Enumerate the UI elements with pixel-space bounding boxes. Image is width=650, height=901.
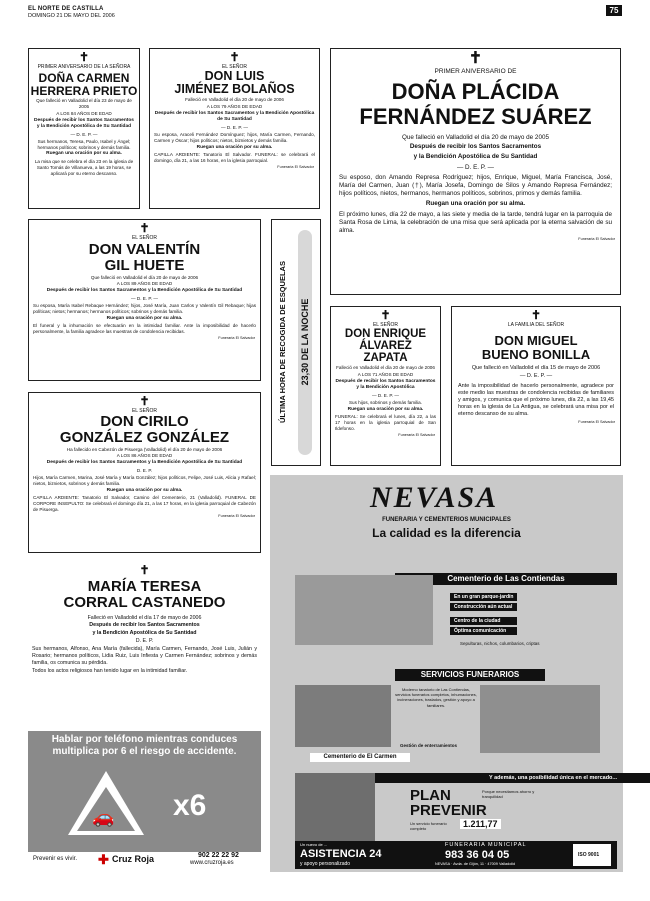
cross-icon: ✝	[139, 221, 150, 235]
deadline-notice-title: ÚLTIMA HORA DE RECOGIDA DE ESQUELAS	[278, 261, 287, 423]
obituary-name-line1: DON MIGUEL	[494, 333, 578, 348]
obituary-mass: CAPILLA ARDIENTE: Tanatorio El Salvador. FUNERAL: se celebrará el domingo, día 21, a las 16 horas, en la iglesia parroquial.	[154, 151, 315, 163]
obituary-funeral-home: Funeraria El Salvador	[398, 432, 435, 437]
obituary-funeral-home: Funeraria El Salvador	[277, 164, 314, 169]
ad-footer	[28, 852, 261, 868]
obituary-funeral-home: Funeraria El Salvador	[578, 420, 615, 425]
ad-web: www.cruzroja.es	[190, 860, 234, 866]
ad-brand: Cruz Roja	[112, 854, 155, 864]
funeraria-label: FUNERARIA MUNICIPAL	[445, 842, 527, 848]
obituary-name-line1: DOÑA PLÁCIDA	[391, 79, 560, 104]
management-label: Gestión de enterramientos	[400, 743, 458, 748]
obituary-rip: — D. E. P. —	[221, 124, 248, 130]
issue-date: DOMINGO 21 DE MAYO DEL 2006	[28, 13, 115, 19]
obituary-cirilo	[28, 392, 261, 553]
asistencia-subtitle: y apoyo personalizado	[300, 861, 351, 867]
obituary-funeral-home: Funeraria El Salvador	[218, 513, 255, 518]
obituary-funeral-home: Funeraria El Salvador	[218, 335, 255, 340]
obituary-pretitle: PRIMER ANIVERSARIO DE LA SEÑORA	[37, 64, 131, 70]
obituary-prayer: Ruegan una oración por su alma.	[347, 406, 424, 412]
obituary-valentin	[28, 219, 261, 381]
obituary-message: Ante la imposibilidad de hacerlo personalmente, agradece por este medio las muestras de condolencia recibidas de familiares y amigos, y comunica que el próximo lunes, día 22, a las 19,45 horas en la iglesia de La Antigua, se celebrará una misa por el eterno descanso de su alma.	[458, 382, 614, 418]
obituary-name-line1: MARÍA TERESA	[87, 578, 202, 595]
cross-icon: ✝	[229, 50, 240, 64]
obituary-name-line2: ÁLVAREZ	[359, 340, 412, 353]
obituary-rip: — D. E. P. —	[131, 295, 158, 301]
cemetery-features	[450, 593, 517, 635]
nevasa-tagline: La calidad es la diferencia	[372, 526, 521, 540]
obituary-name-line1: DON CIRILO	[100, 413, 189, 430]
features-caption: Sepulturas, nichos, columbarios, criptas	[460, 641, 540, 646]
obituary-sacraments-2: y la Bendición Apostólica de Su Santidad	[92, 630, 197, 637]
obituary-name-line1: DON ENRIQUE	[344, 328, 427, 340]
obituary-pretitle: LA FAMILIA DEL SEÑOR	[507, 322, 565, 328]
feature-item: Óptima comunicación	[450, 627, 517, 635]
elderly-man-photo	[295, 773, 375, 841]
cross-icon: ✝	[380, 308, 391, 322]
obituary-family: Su esposo, don Amando Represa Rodríguez; hijos, Enrique, Miguel, María Francisca, José, María del Carmen, Juan (†), María Josefa, Domingo de Silos y Amando Represa Fernández; hijos políticos, nietos, hermanos, hermanos políticos, sobrinos, primos y demás familia.	[339, 173, 612, 198]
skidding-car-icon: 🚗	[92, 807, 115, 827]
obituary-age: A LOS 89 AÑOS DE EDAD	[116, 281, 173, 287]
iso-badge	[573, 844, 611, 866]
newspaper-name: EL NORTE DE CASTILLA	[28, 6, 104, 12]
obituary-pretitle: EL SEÑOR	[372, 322, 399, 328]
obituary-sacraments-2: y la Bendición Apostólica de Su Santidad	[413, 152, 538, 160]
obituary-placida	[330, 48, 621, 295]
nevasa-subtitle: FUNERARIA Y CEMENTERIOS MUNICIPALES	[382, 517, 511, 523]
deadline-notice	[271, 219, 321, 466]
obituary-name-line2: GIL HUETE	[104, 256, 185, 274]
obituary-name-line2: HERRERA PRIETO	[30, 83, 138, 98]
obituary-rip: D. E. P.	[136, 467, 153, 473]
obituary-miguel	[451, 306, 621, 466]
cemetery2-label: Cementerio de El Carmen	[310, 753, 410, 762]
feature-item: En un gran parque-jardín	[450, 593, 517, 601]
contact-band	[295, 841, 617, 869]
plan-price: 1.211,77	[460, 819, 501, 829]
obituary-pretitle: EL SEÑOR	[131, 408, 158, 414]
obituary-name-line3: ZAPATA	[363, 352, 408, 365]
ad-slogan: Prevenir es vivir.	[33, 856, 78, 862]
obituary-name-line1: DOÑA CARMEN	[38, 71, 130, 85]
obituary-family: Hijos, María Carmen, Marina, José María y María González; hijos políticos, Felipe, José Luis, Alicia y Rafael; nietos, biznietos, sobrinos y demás familia.	[33, 474, 256, 486]
obituary-sacraments: Después de recibir los Santos Sacramentos y la Bendición Apostólica	[335, 379, 436, 391]
obituary-mass: CAPILLA ARDIENTE: Tanatorio El Salvador, Camino del Cementerio, 21 (Valladolid). FUNERAL DE CORPORE INSEPULTO: Se celebrará el domingo día 21, a las 17 horas, en la iglesia parroquial de Cabezón de Pisuerga.	[33, 494, 256, 512]
cross-icon: ✝	[78, 50, 90, 64]
ad-multiplier: x6	[173, 789, 207, 822]
nevasa-logo: NEVASA	[370, 481, 499, 514]
obituary-name-line2: GONZÁLEZ GONZÁLEZ	[59, 428, 230, 446]
red-cross-icon: ✚	[98, 852, 109, 867]
obituary-death-date: Falleció en Valladolid el día 17 de mayo de 2006	[87, 614, 202, 621]
obituary-funeral-home: Funeraria El Salvador	[578, 237, 615, 242]
obituary-name-line1: DON VALENTÍN	[88, 241, 201, 258]
obituary-family: Sus hermanos, Alfonso, Ana María (fallecida), María Carmen, Fernando, José Luis, Julián y Rosario; hermanos políticos, Lidia Ruiz, Luis Infiesta y Carmen Fernández; sobrinos y demás familia, os comunica su pérdida.	[32, 646, 257, 666]
contact-phone: 983 36 04 05	[445, 849, 510, 861]
obituary-name-line2: CORRAL CASTANEDO	[63, 593, 226, 611]
obituary-prayer: Ruegan una oración por su alma.	[106, 487, 183, 493]
building-photo	[295, 685, 391, 747]
obituary-age: A LOS 71 AÑOS DE EDAD	[357, 372, 414, 378]
obituary-death-date: Que falleció en Valladolid el día 20 de mayo de 2006	[90, 274, 199, 280]
contact-address: NEVASA · Avda. de Gijón, 11 · 47009 Valladolid	[435, 862, 516, 866]
obituary-death-date: Falleció en Valladolid el día 20 de mayo de 2006	[185, 97, 284, 103]
feature-item: Centro de la ciudad	[450, 617, 517, 625]
deadline-notice-time: 23,30 DE LA NOCHE	[300, 298, 310, 386]
plan-note: Porque necesitamos ahorro y tranquilidad	[482, 789, 535, 799]
obituary-family: Su esposa, María Isabel Rebaque Hernández; hijos, José María, Juan Carlos y Valentín Gil Rebaque; hijas políticas; nietos; hermanos; hermanos políticos; sobrinos y demás familia.	[33, 302, 256, 314]
obituary-death-date: Que falleció en Valladolid el día 23 de mayo de 2005	[36, 98, 132, 110]
cross-icon: ✝	[139, 563, 150, 577]
obituary-prayer: Ruegan una oración por su alma.	[425, 200, 526, 208]
obituary-mass: La misa que se celebra el día 23 en la iglesia de Santo Tomás de Villanueva, a las 19 horas, se aplicará por su eterno descanso.	[34, 158, 134, 176]
plan-price-label: Un servicio funerario completo	[410, 821, 447, 831]
obituary-rip: — D. E. P. —	[457, 163, 494, 171]
obituary-name-line2: JIMÉNEZ BOLAÑOS	[174, 82, 295, 97]
cemetery-title: Cementerio de Las Contiendas	[395, 573, 617, 585]
services-description: Moderno tanatorio de Las Contiendas, servicios funerarios completos, inhumaciones, incineraciones, traslados, gestión y apoyo a familiares.	[395, 687, 477, 708]
ad-headline: Hablar por teléfono mientras conduces multiplica por 6 el riesgo de accidente.	[51, 734, 238, 757]
cross-icon: ✝	[530, 308, 542, 322]
obituary-mass: El próximo lunes, día 22 de mayo, a las siete y media de la tarde, tendrá lugar en la parroquia de Santa Rosa de Lima, la celebración de una misa que será aplicada por la eterna salvación de su alma.	[339, 210, 612, 234]
obituary-sacraments-1: Después de recibir los Santos Sacramentos	[409, 143, 542, 151]
obituary-rip: — D. E. P. —	[372, 392, 399, 398]
plan-title-2: PREVENIR	[410, 802, 487, 819]
obituary-sacraments-1: Después de recibir los Santos Sacramentos	[89, 622, 200, 629]
obituary-name-line2: FERNÁNDEZ SUÁREZ	[359, 104, 592, 130]
plan-title-1: PLAN	[410, 787, 451, 804]
obituary-mass: FUNERAL: Se celebrará el lunes, día 22, a las 17 horas en la iglesia parroquial de San Ildefonso.	[335, 413, 436, 431]
obituary-age: A LOS 86 AÑOS DE EDAD	[116, 453, 173, 459]
obituary-age: A LOS 84 AÑOS DE EDAD	[56, 111, 112, 117]
chapel-photo	[480, 685, 600, 753]
obituary-rip: — D. E. P. —	[70, 131, 98, 137]
obituary-age: A LOS 79 AÑOS DE EDAD	[206, 104, 263, 110]
obituary-death-date: Ha fallecido en Cabezón de Pisuerga (Valladolid) el día 20 de mayo de 2006	[66, 446, 223, 452]
obituary-rip: D. E. P.	[135, 638, 154, 645]
obituary-teresa	[28, 562, 261, 722]
obituary-death-date: Falleció en Valladolid el día 20 de mayo de 2006	[336, 365, 435, 371]
plan-intro: Y además, una posibilidad única en el mercado...	[295, 773, 650, 783]
obituary-sacraments: Después de recibir los Santos Sacramentos y la Bendición Apostólica de Su Santidad	[46, 288, 243, 294]
asistencia-top: Un nuevo de ...	[300, 842, 328, 847]
iso-label: ISO 9001	[578, 852, 600, 858]
cross-icon: ✝	[139, 394, 150, 408]
obituary-prayer: Ruegan una oración por su alma.	[196, 144, 273, 150]
obituary-death-date: Que falleció en Valladolid el día 20 de mayo de 2005	[402, 134, 549, 142]
obituary-pretitle: PRIMER ANIVERSARIO DE	[434, 68, 517, 75]
obituary-sacraments: Después de recibir los Santos Sacramentos y la Bendición Apostólica de Su Santidad	[154, 111, 315, 123]
obituary-sacraments: Después de recibir los Santos Sacramentos y la Bendición Apostólica de Su Santidad	[34, 118, 134, 130]
feature-item: Construcción aún actual	[450, 603, 517, 611]
obituary-name-line1: DON LUIS	[204, 69, 265, 83]
obituary-pretitle: EL SEÑOR	[221, 64, 248, 70]
ad-phone: 902 22 22 92	[198, 852, 239, 859]
obituary-carmen	[28, 48, 140, 209]
ad-nevasa	[270, 475, 623, 872]
cemetery-photo	[295, 575, 433, 645]
obituary-sacraments: Después de recibir los Santos Sacramentos y la Bendición Apostólica de Su Santidad	[46, 460, 243, 466]
cross-icon: ✝	[468, 50, 483, 67]
asistencia-title: ASISTENCIA 24	[300, 848, 382, 860]
obituary-family: Su esposa, Araceli Fernández Domínguez; hijos, María Carmen, Fernando, Carmen y Óscar; hijos políticos; nietos, biznietos y demás familia.	[154, 131, 315, 143]
obituary-luis	[149, 48, 320, 209]
obituary-prayer: Ruegan una oración por su alma.	[106, 315, 183, 321]
obituary-family: Sus hijos, sobrinos y demás familia.	[348, 399, 423, 405]
obituary-family: Sus hermanos, Teresa, Paulo, Isabel y Ángel; hermanos políticos; sobrinos y demás familia.	[37, 138, 131, 150]
obituary-prayer: Ruegan una oración por su alma.	[46, 151, 122, 157]
obituary-name-line2: BUENO BONILLA	[481, 346, 591, 362]
page-number: 75	[606, 5, 622, 16]
ad-cruz-roja	[28, 731, 261, 868]
obituary-death-date: Que falleció en Valladolid el día 15 de mayo de 2006	[471, 365, 601, 372]
obituary-enrique	[330, 306, 441, 466]
obituary-pretitle: EL SEÑOR	[131, 235, 158, 241]
obituary-note: Todos los actos religiosos han tenido lugar en la intimidad familiar.	[32, 667, 188, 674]
services-title: SERVICIOS FUNERARIOS	[395, 669, 545, 681]
obituary-rip: — D. E. P. —	[519, 373, 553, 380]
obituary-mass: El funeral y la inhumación se efectuarán en la intimidad familiar. Ante la imposibilidad de hacerlo personalmente, la familia agradece las muestras de condolencia recibidas.	[33, 322, 256, 334]
